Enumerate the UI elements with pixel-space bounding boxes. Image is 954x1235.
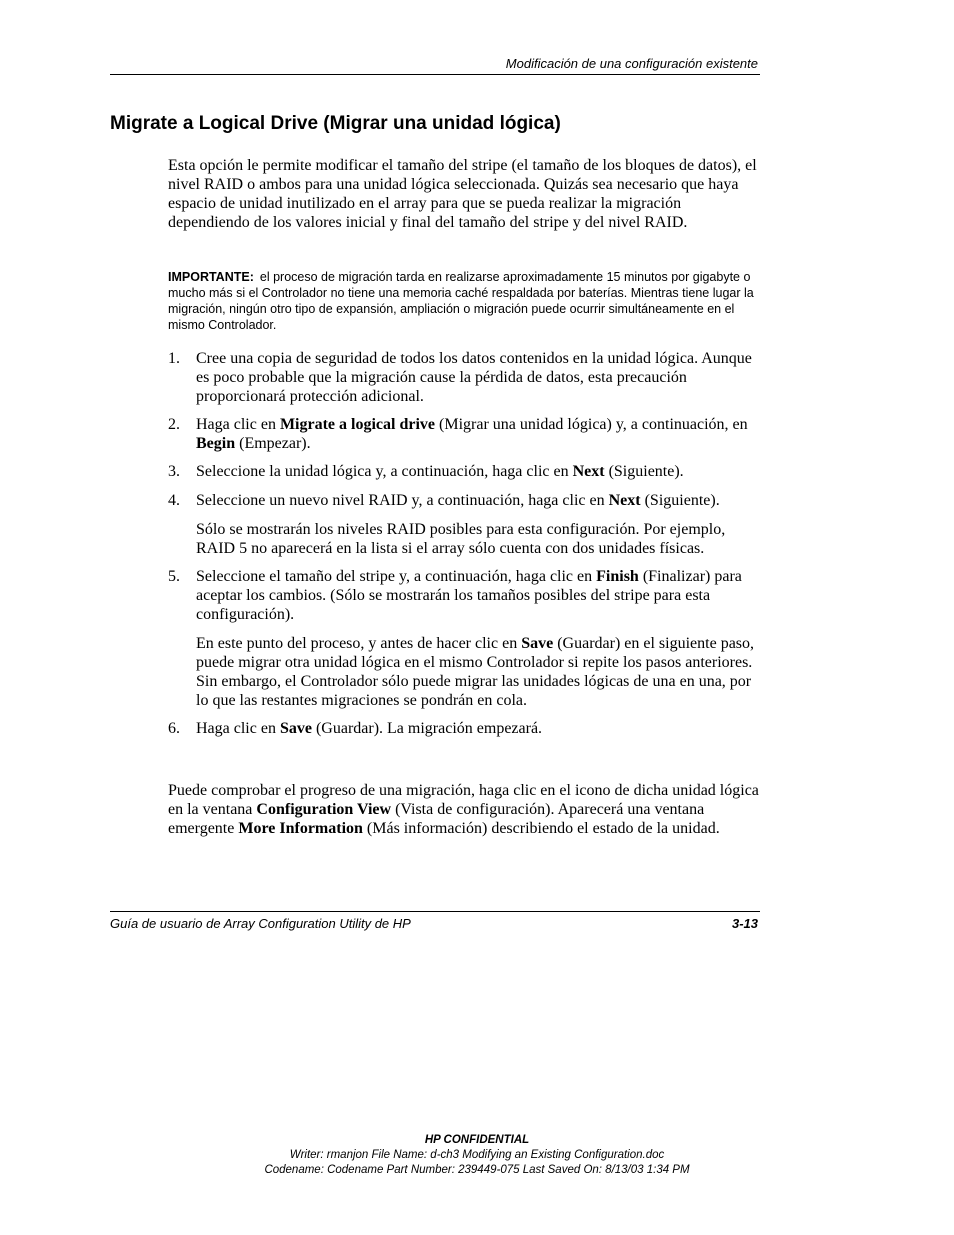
page-number: 3-13 — [731, 916, 758, 931]
intro-paragraph: Esta opción le permite modificar el tamaño del stripe (el tamaño de los bloques de datos), el nivel RAID o ambos para una unidad lógica seleccionada. Quizás sea necesario que haya espacio de unidad inutilizado en el array para que se pueda realizar la migración dependiendo de los valores inicial y final del tamaño del stripe y del nivel RAID. — [168, 157, 757, 231]
step-number: 4. — [168, 492, 180, 509]
ui-term: Next — [608, 492, 641, 509]
ui-term: Save — [521, 635, 554, 652]
step-number: 1. — [168, 350, 180, 367]
step-text: (Siguiente). — [640, 492, 720, 509]
ui-term: Configuration View — [256, 801, 392, 818]
closing-paragraph — [168, 781, 760, 838]
note-text: En este punto del proceso, y antes de hacer clic en — [196, 635, 522, 652]
step-text: Seleccione un nuevo nivel RAID y, a continuación, haga clic en — [196, 492, 609, 509]
guide-title: Guía de usuario de Array Configuration Utility de HP — [110, 916, 411, 931]
step-text: (Guardar). La migración empezará. — [311, 720, 543, 737]
note-text: (Guardar) en el siguiente paso, puede migrar otra unidad lógica en el mismo Controlador si repite los pasos anteriores. Sin embargo, el Controlador sólo puede migrar las unidades lógicas de una en una, por lo que las restantes migraciones se pondrán en cola. — [196, 635, 755, 709]
step-item — [168, 719, 760, 738]
step-number: 3. — [168, 463, 180, 480]
ui-term: Finish — [596, 568, 639, 585]
step-item — [168, 491, 760, 558]
step-text: Haga clic en — [196, 416, 280, 433]
footer-rule — [110, 911, 760, 912]
important-label: IMPORTANTE: — [168, 270, 254, 284]
step-text: (Empezar). — [235, 435, 311, 452]
step-text: (Siguiente). — [604, 463, 684, 480]
confidential-writer-line: Writer: rmanjon File Name: d-ch3 Modifying an Existing Configuration.doc — [289, 1149, 665, 1161]
confidential-title: HP CONFIDENTIAL — [424, 1134, 530, 1146]
ui-term: Migrate a logical drive — [279, 416, 436, 433]
steps-list — [168, 349, 760, 738]
step-number: 6. — [168, 720, 180, 737]
ui-term: Begin — [196, 435, 236, 452]
step-note: Sólo se mostrarán los niveles RAID posibles para esta configuración. Por ejemplo, RAID 5 no aparecerá en la lista si el array sólo cuenta con dos unidades físicas. — [196, 521, 726, 557]
ui-term: Save — [279, 720, 312, 737]
section-title: Migrate a Logical Drive (Migrar una unidad lógica) — [110, 113, 561, 134]
closing-text: (Vista de configuración). Aparecerá una ventana emergente — [168, 801, 705, 837]
step-text: (Finalizar) para aceptar los cambios. (Sólo se mostrarán los tamaños posibles del stripe para esta configuración). — [196, 568, 742, 623]
step-item — [168, 462, 760, 481]
important-note — [168, 269, 760, 333]
step-text: Seleccione el tamaño del stripe y, a continuación, haga clic en — [196, 568, 597, 585]
important-text: el proceso de migración tarda en realizarse aproximadamente 15 minutos por gigabyte o mucho más si el Controlador no tiene una memoria caché respaldada por baterías. Mientras tiene lugar la migración, ningún otro tipo de expansión, ampliación o migración puede ocurrir simultáneamente en el mismo Controlador. — [168, 270, 754, 332]
ui-term: Next — [572, 463, 605, 480]
step-text: Cree una copia de seguridad de todos los datos contenidos en la unidad lógica. Aunque es poco probable que la migración cause la pérdida de datos, esta precaución proporcionará protección adicional. — [196, 350, 752, 405]
step-text: Seleccione la unidad lógica y, a continuación, haga clic en — [196, 463, 573, 480]
step-text: Haga clic en — [196, 720, 280, 737]
ui-term: More Information — [238, 820, 363, 837]
step-number: 2. — [168, 416, 180, 433]
running-header: Modificación de una configuración existente — [505, 56, 758, 71]
closing-text: Puede comprobar el progreso de una migración, haga clic en el icono de dicha unidad lógica en la ventana — [168, 782, 759, 818]
confidential-block — [0, 1133, 954, 1178]
step-item — [168, 567, 760, 710]
step-item — [168, 349, 760, 406]
step-number: 5. — [168, 568, 180, 585]
step-note — [196, 634, 760, 710]
step-text: (Migrar una unidad lógica) y, a continuación, en — [435, 416, 748, 433]
step-item — [168, 415, 760, 453]
confidential-codename-line: Codename: Codename Part Number: 239449-075 Last Saved On: 8/13/03 1:34 PM — [264, 1164, 690, 1176]
running-footer — [110, 916, 760, 931]
closing-text: (Más información) describiendo el estado de la unidad. — [362, 820, 720, 837]
header-rule — [110, 74, 760, 75]
